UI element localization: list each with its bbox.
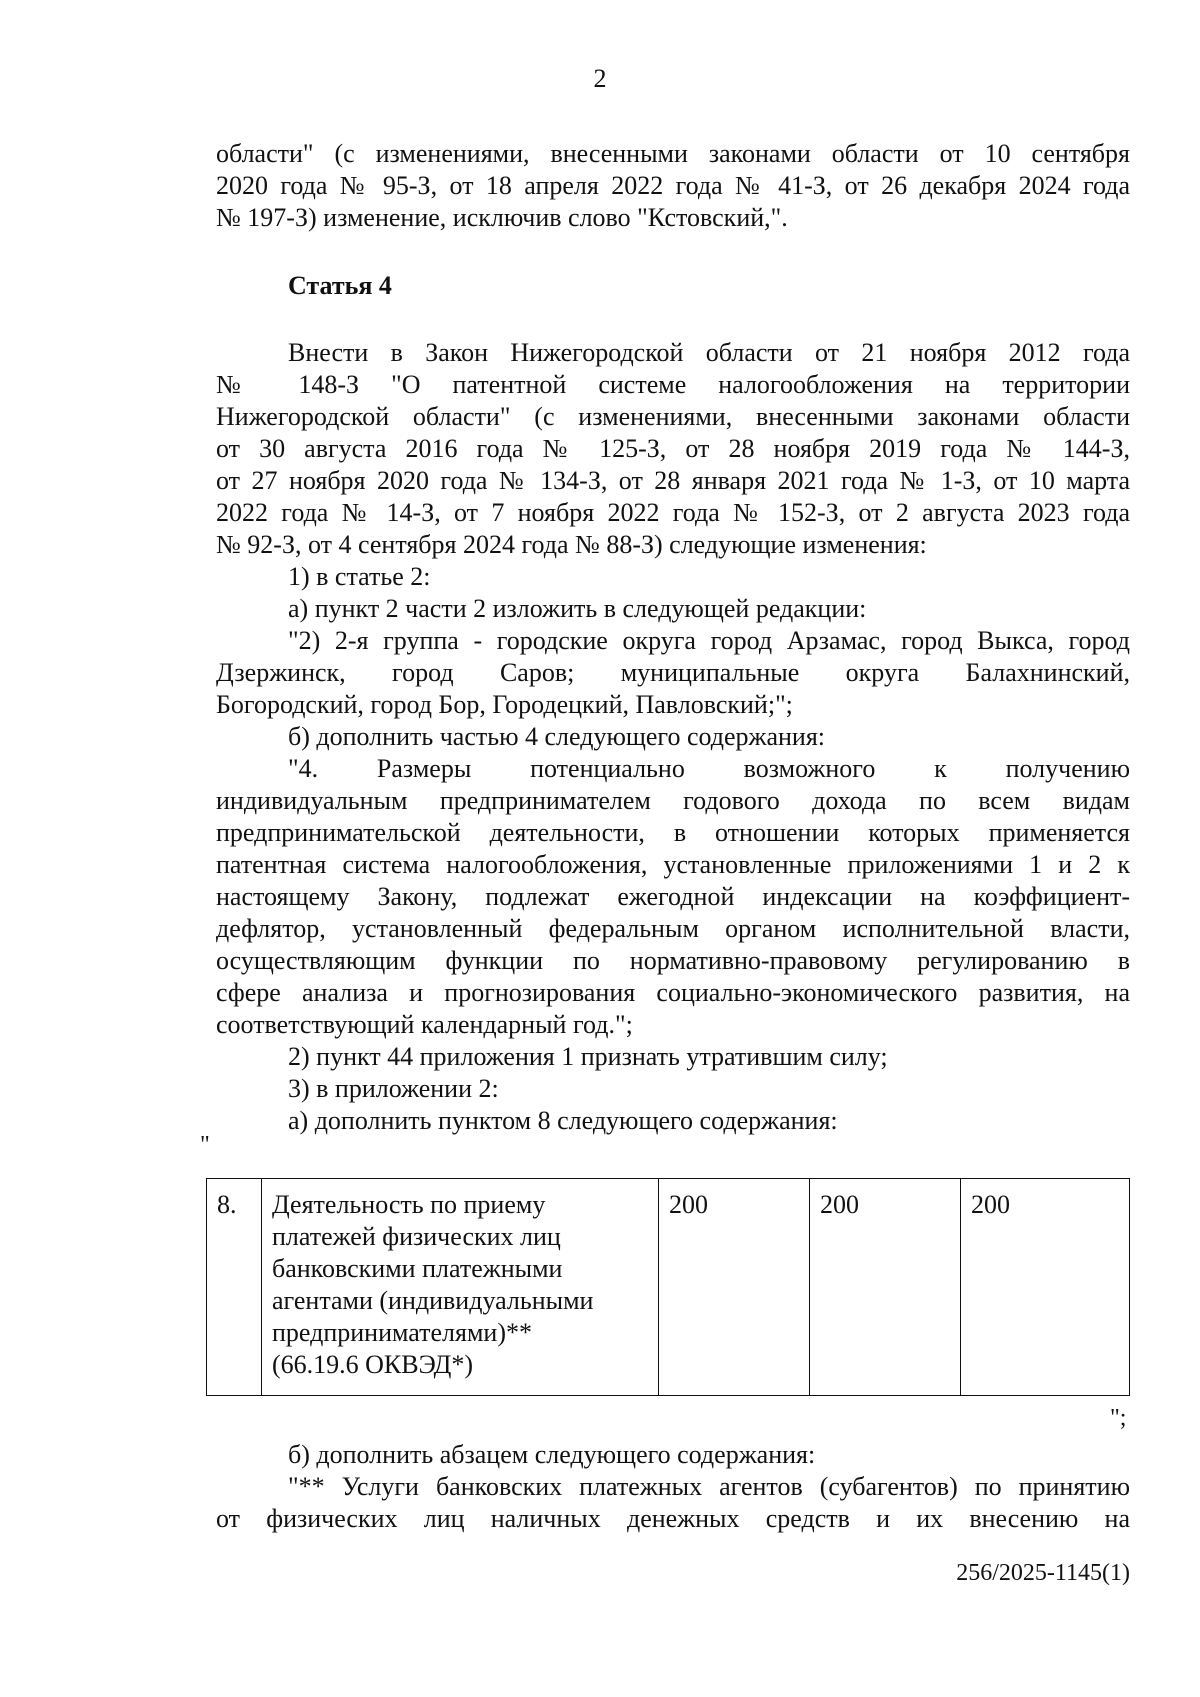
- description-line: предпринимателями)**: [272, 1318, 532, 1347]
- text-line: а) дополнить пунктом 8 следующего содержания:: [288, 1106, 838, 1135]
- text-line: сфере анализа и прогнозирования социально-экономического развития, на: [216, 978, 1130, 1007]
- text-line: от физических лиц наличных денежных средств и их внесению на: [216, 1504, 1130, 1533]
- description-line: платежей физических лиц: [272, 1222, 561, 1251]
- amendment-table: [206, 1178, 1130, 1396]
- text-line: от 30 августа 2016 года № 125-З, от 28 ноября 2019 года № 144-З,: [216, 434, 1130, 463]
- text-line: Внести в Закон Нижегородской области от 21 ноября 2012 года: [288, 338, 1130, 367]
- text-line: осуществляющим функции по нормативно-правовому регулированию в: [216, 946, 1130, 975]
- table-cell-value: 200: [659, 1179, 810, 1396]
- table-cell-description: [262, 1179, 659, 1396]
- page-number: 2: [593, 64, 607, 93]
- text-line: "4. Размеры потенциально возможного к получению: [288, 754, 1130, 783]
- text-line: от 27 ноября 2020 года № 134-З, от 28 января 2021 года № 1-З, от 10 марта: [216, 466, 1130, 495]
- article-heading: Статья 4: [288, 271, 392, 300]
- description-line: (66.19.6 ОКВЭД*): [272, 1350, 473, 1379]
- table-cell-value: 200: [810, 1179, 961, 1396]
- text-line: б) дополнить абзацем следующего содержания:: [288, 1440, 816, 1469]
- text-line: патентная система налогообложения, установленные приложениями 1 и 2 к: [216, 850, 1130, 879]
- description-line: агентами (индивидуальными: [272, 1286, 594, 1315]
- text-line: 2) пункт 44 приложения 1 признать утратившим силу;: [288, 1042, 888, 1071]
- description-line: банковскими платежными: [272, 1254, 563, 1283]
- text-line: 3) в приложении 2:: [288, 1074, 499, 1103]
- text-line: настоящему Закону, подлежат ежегодной индексации на коэффициент-: [216, 882, 1130, 911]
- text-line: соответствующий календарный год.";: [216, 1010, 633, 1039]
- text-line: "2) 2-я группа - городские округа город Арзамас, город Выкса, город: [288, 626, 1130, 655]
- text-line: области" (с изменениями, внесенными законами области от 10 сентября: [216, 139, 1130, 168]
- table-cell-number: 8.: [207, 1179, 262, 1396]
- table-close-quote: ";: [1110, 1405, 1127, 1431]
- text-line: предпринимательской деятельности, в отношении которых применяется: [216, 818, 1130, 847]
- table-row: [207, 1179, 1130, 1396]
- description-line: Деятельность по приему: [272, 1190, 546, 1219]
- table-open-quote: ": [200, 1132, 210, 1158]
- text-line: 2022 года № 14-З, от 7 ноября 2022 года № 152-З, от 2 августа 2023 года: [216, 498, 1130, 527]
- text-line: № 197-З) изменение, исключив слово "Кстовский,".: [216, 203, 788, 232]
- text-line: "** Услуги банковских платежных агентов (субагентов) по принятию: [288, 1472, 1130, 1501]
- text-line: дефлятор, установленный федеральным органом исполнительной власти,: [216, 914, 1130, 943]
- table-cell-value: 200: [961, 1179, 1130, 1396]
- text-line: Дзержинск, город Саров; муниципальные округа Балахнинский,: [216, 658, 1130, 687]
- text-line: Нижегородской области" (с изменениями, внесенными законами области: [216, 402, 1130, 431]
- text-line: Богородский, город Бор, Городецкий, Павловский;";: [216, 690, 793, 719]
- footer-document-number: 256/2025-1145(1): [956, 1560, 1130, 1586]
- text-line: а) пункт 2 части 2 изложить в следующей редакции:: [288, 594, 867, 623]
- text-line: № 92-З, от 4 сентября 2024 года № 88-З) следующие изменения:: [216, 530, 927, 559]
- text-line: № 148-З "О патентной системе налогообложения на территории: [216, 370, 1130, 399]
- text-line: индивидуальным предпринимателем годового дохода по всем видам: [216, 786, 1130, 815]
- text-line: б) дополнить частью 4 следующего содержания:: [288, 722, 826, 751]
- text-line: 2020 года № 95-З, от 18 апреля 2022 года № 41-З, от 26 декабря 2024 года: [216, 171, 1130, 200]
- text-line: 1) в статье 2:: [288, 562, 431, 591]
